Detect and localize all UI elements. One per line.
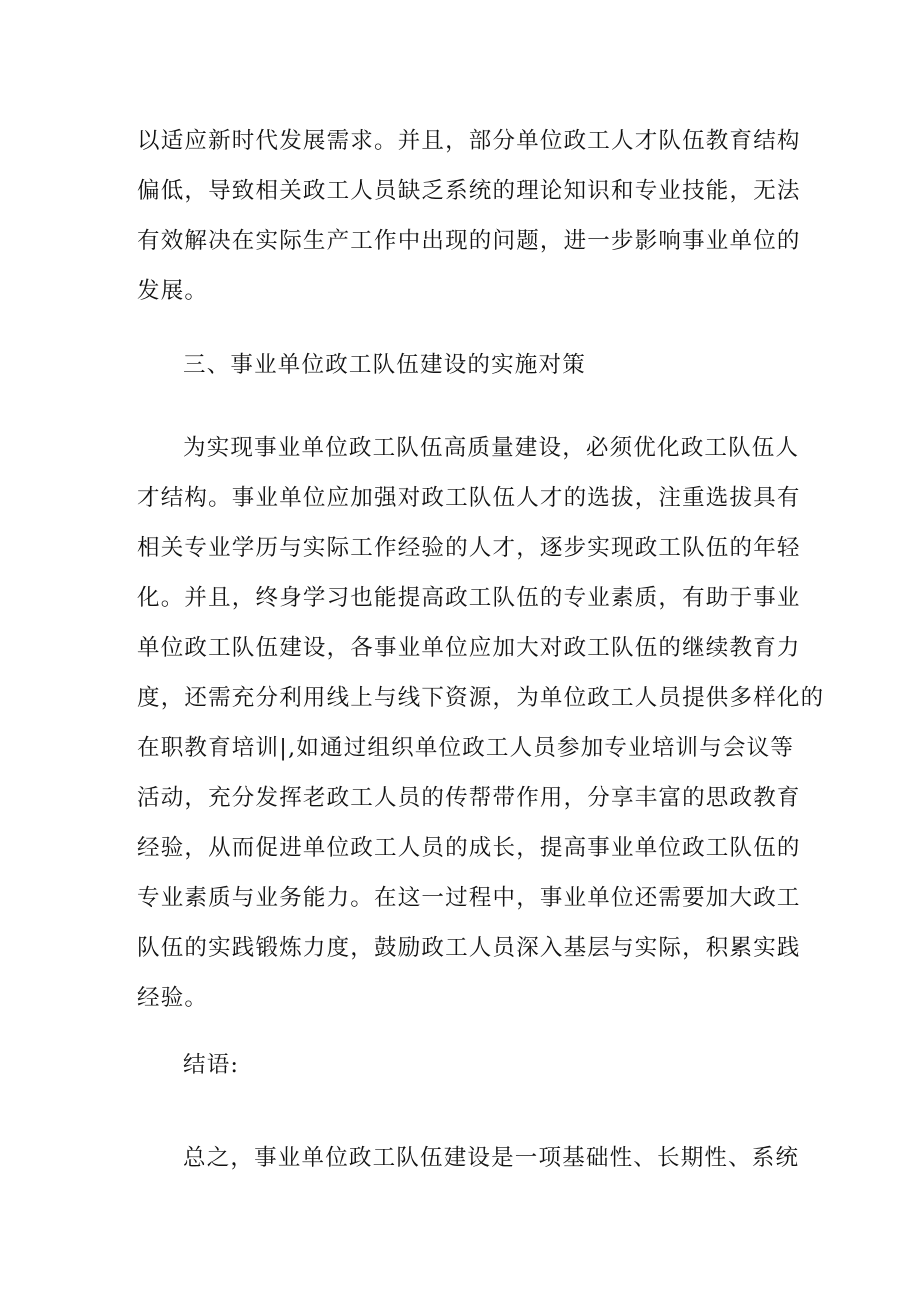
text-line: 总之，事业单位政工队伍建设是一项基础性、长期性、系统 (183, 1145, 800, 1171)
paragraph-conclusion (137, 1133, 800, 1183)
conclusion-heading-text: 结语: (183, 1052, 240, 1078)
section-heading (137, 340, 797, 390)
text-line: 化。并且，终身学习也能提高政工队伍的专业素质，有助于事业 (137, 585, 801, 611)
section-heading-text: 三、事业单位政工队伍建设的实施对策 (183, 352, 586, 378)
text-line: 相关专业学历与实际工作经验的人才，逐步实现政工队伍的年轻 (137, 535, 801, 561)
text-line: 专业素质与业务能力。在这一过程中，事业单位还需要加大政工 (137, 885, 801, 911)
text-line: 为实现事业单位政工队伍高质量建设，必须优化政工队伍人 (183, 435, 800, 461)
text-line: 有效解决在实际生产工作中出现的问题，进一步影响事业单位的 (137, 228, 801, 254)
text-line: 活动，充分发挥老政工人员的传帮带作用，分享丰富的思政教育 (137, 785, 801, 811)
text-line: 偏低，导致相关政工人员缺乏系统的理论知识和专业技能，无法 (137, 178, 801, 204)
conclusion-heading (137, 1040, 797, 1090)
text-line: 才结构。事业单位应加强对政工队伍人才的选拔，注重选拔具有 (137, 485, 801, 511)
text-line: 度，还需充分利用线上与线下资源，为单位政工人员提供多样化的 (137, 685, 825, 711)
text-line: 发展。 (137, 278, 209, 304)
text-line: 经验。 (137, 985, 209, 1011)
text-line: 经验，从而促进单位政工人员的成长，提高事业单位政工队伍的 (137, 835, 801, 861)
text-line: 以适应新时代发展需求。并且，部分单位政工人才队伍教育结构 (137, 128, 801, 154)
text-line: 队伍的实践锻炼力度，鼓励政工人员深入基层与实际，积累实践 (137, 935, 801, 961)
paragraph-continuation (137, 116, 801, 316)
text-line: 在职教育培训|,如通过组织单位政工人员参加专业培训与会议等 (137, 735, 795, 761)
paragraph-strategies (137, 423, 825, 1023)
text-line: 单位政工队伍建设，各事业单位应加大对政工队伍的继续教育力 (137, 635, 801, 661)
